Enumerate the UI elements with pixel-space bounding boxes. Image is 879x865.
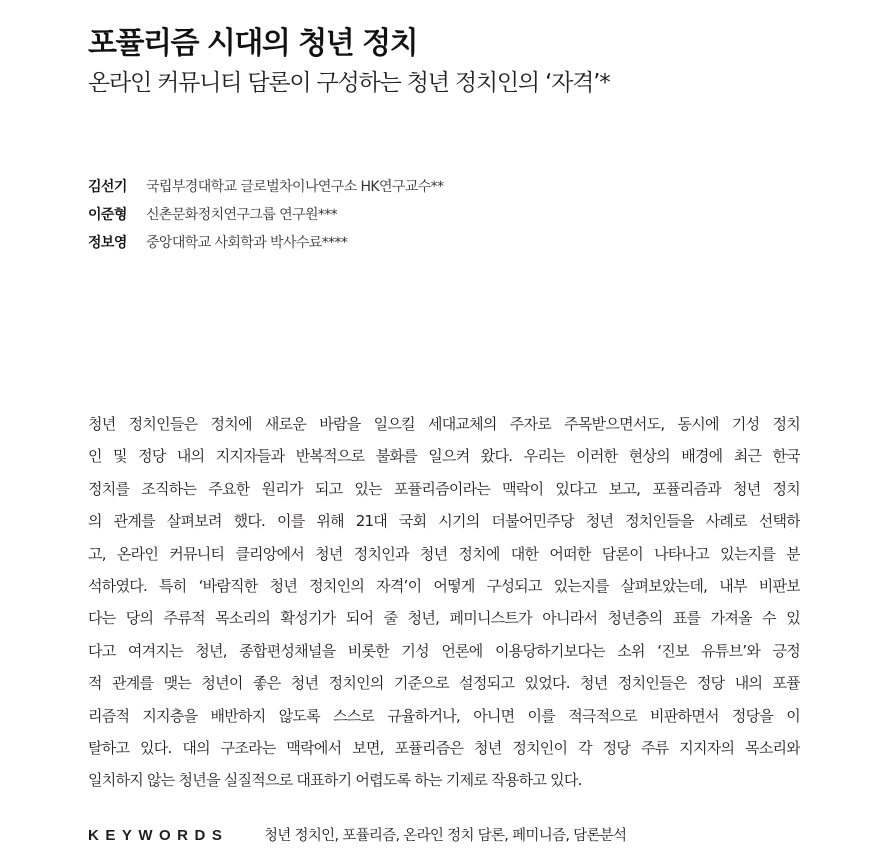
abstract-line: 인 및 정당 내의 지지자들과 반복적으로 불화를 일으켜 왔다. 우리는 이러한 현상의 배경에 최근 한국 [88, 447, 800, 466]
abstract-line: 다고 여겨지는 청년, 종합편성채널을 비롯한 기성 언론에 이용당하기보다는 소위 ‘진보 유튜브’와 긍정 [88, 641, 800, 660]
abstract-line: 청년 정치인들은 정치에 새로운 바람을 일으킬 세대교체의 주자로 주목받으면서도, 동시에 기성 정치 [88, 415, 800, 433]
author-name: 정보영 [88, 235, 127, 251]
abstract-line: 일치하지 않는 청년을 실질적으로 대표하기 어렵도록 하는 기제로 작용하고 있다. [88, 771, 582, 790]
keywords-text: 청년 정치인, 포퓰리즘, 온라인 정치 담론, 페미니즘, 담론분석 [264, 828, 627, 844]
author-affiliation: 국립부경대학교 글로벌차이나연구소 HK연구교수** [146, 179, 444, 195]
abstract-line: 고, 온라인 커뮤니티 클리앙에서 청년 정치인과 청년 정치에 대한 어떠한 담론이 나타나고 있는지를 분 [88, 544, 800, 563]
keywords-label: KEYWORDS [88, 827, 229, 844]
author-entry [88, 204, 444, 232]
abstract-line: 다는 당의 주류적 목소리의 확성기가 되어 줄 청년, 페미니스트가 아니라서 청년층의 표를 가져올 수 있 [88, 609, 800, 628]
author-name: 김선기 [88, 179, 127, 195]
abstract-line: 탈하고 있다. 대의 구조라는 맥락에서 보면, 포퓰리즘은 청년 정치인이 각 정당 주류 지지자의 목소리와 [88, 738, 800, 757]
article-title: 포퓰리즘 시대의 청년 정치 [88, 26, 418, 61]
keywords-section [88, 824, 626, 845]
abstract-line: 의 관계를 살펴보려 했다. 이를 위해 21대 국회 시기의 더불어민주당 청년 정치인들을 사례로 선택하 [88, 512, 800, 531]
article-subtitle: 온라인 커뮤니티 담론이 구성하는 청년 정치인의 ‘자격’* [88, 70, 610, 96]
abstract-line: 리즘적 지지층을 배반하지 않도록 스스로 규율하거나, 아니면 이를 적극적으로 비판하면서 정당을 이 [88, 706, 800, 725]
abstract-line: 정치를 조직하는 주요한 원리가 되고 있는 포퓰리즘이라는 맥락이 있다고 보고, 포퓰리즘과 청년 정치 [88, 479, 800, 498]
author-affiliation: 중앙대학교 사회학과 박사수료**** [146, 235, 348, 251]
author-name: 이준형 [88, 207, 127, 223]
abstract-body [88, 408, 800, 797]
author-entry [88, 232, 444, 260]
abstract-line: 석하였다. 특히 ‘바람직한 청년 정치인의 자격’이 어떻게 구성되고 있는지를 살펴보았는데, 내부 비판보 [88, 576, 800, 595]
abstract-line: 적 관계를 맺는 청년이 좋은 청년 정치인의 기준으로 설정되고 있었다. 청년 정치인들은 정당 내의 포퓰 [88, 674, 800, 693]
author-list [88, 176, 444, 260]
author-entry [88, 176, 444, 204]
author-affiliation: 신촌문화정치연구그룹 연구원*** [146, 207, 338, 223]
